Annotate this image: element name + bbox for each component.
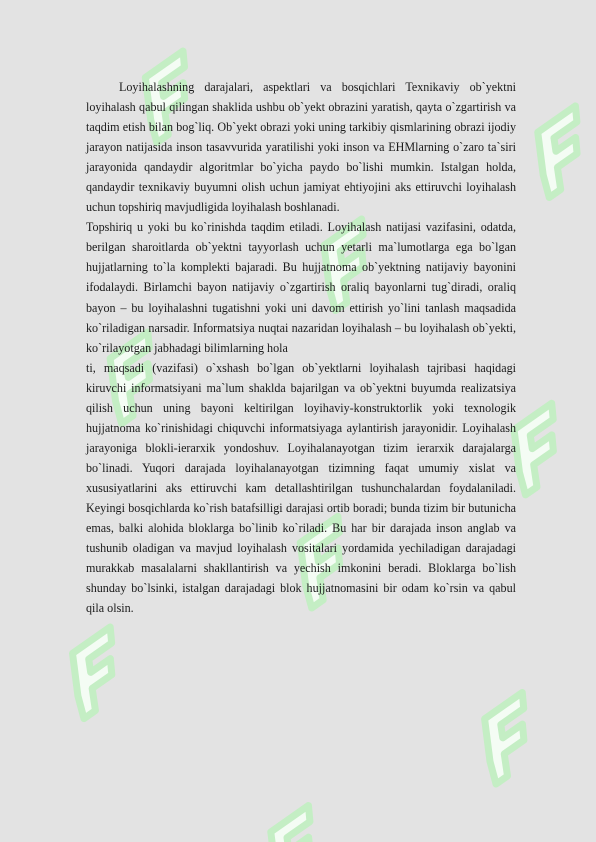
paragraph-2: Topshiriq u yoki bu ko`rinishda taqdim etiladi. Loyihalash natijasi vazifasini, odatda, berilgan sharoitlarda ob`yektni tayyorlash uchun yetarli ma`lumotlarga ega bo`lgan hujjatlarning to`la komplekti bajaradi. Bu hujjatnoma ob`yektning natijaviy bayonini ifodalaydi. Birlamchi bayon natijaviy o`zgartirish oraliq bayonlarni tug`diradi, oraliq bayon – bu loyihalashni tugatishni yoki uni davom ettirish yo`lini tanlash maqsadida ko`riladigan narsadir. Informatsiya nuqtai nazaridan loyihalash – bu loyihalash ob`yekti, ko`rilayotgan jabhadagi bilimlarning hola bbox=[86, 220, 516, 355]
paragraph-3: ti, maqsadi (vazifasi) o`xshash bo`lgan ob`yektlarni loyihalash tajribasi haqidagi kiruvchi informatsiyani ma`lum shaklda bajarilgan va ob`yektni buyumda realizatsiya qilish uchun uning bayoni keltirilgan loyihaviy-konstruktorlik yoki texnologik hujjatnoma ko`rinishidagi chiquvchi informatsiyaga aylantirish jarayonidir. Loyihalash jarayoniga blokli-ierarxik yondoshuv. Loyihalanayotgan tizim ierarxik darajalarga bo`linadi. Yuqori darajada loyihalanayotgan tizimning faqat umumiy xislat va xususiyatlarini aks ettiruvchi kam detallashtirilgan tushunchalardan foydalaniladi. Keyingi bosqichlarda ko`rish batafsilligi darajasi ortib boradi; bunda tizim bir butunicha emas, balki alohida bloklarga bo`linib ko`riladi. Bu har bir darajada inson anglab va tushunib oladigan va mavjud loyihalash vositalari yordamida yechiladigan darajadagi murakkab masalalarni shakllantirish va yechish imkonini beradi. Bloklarga bo`lish shunday bo`lsinki, istalgan darajadagi blok hujjatnomasini bir odam ko`rsin va qabul qila olsin. bbox=[86, 360, 516, 616]
document-body bbox=[86, 77, 516, 618]
paragraph-1: Loyihalashning darajalari, aspektlari va bosqichlari Texnikaviy ob`yektni loyihalash qabul qilingan shaklida ushbu ob`yekt obrazini yaratish, qayta o`zgartirish va taqdim etish bilan bog`liq. Ob`yekt obrazi yoki uning tarkibiy qismlarining obrazi ijodiy jarayon natijasida inson tasavvurida yaratilishi yoki inson va EHMlarning o`zaro ta`siri jarayonida qandaydir algoritmlar bo`yicha paydo bo`lishi mumkin. Istalgan holda, qandaydir texnikaviy buyumni olish uchun jamiyat ehtiyojini aks ettiruvchi loyihalash uchun topshiriq mavjudligida loyihalash boshlanadi. bbox=[86, 80, 516, 215]
